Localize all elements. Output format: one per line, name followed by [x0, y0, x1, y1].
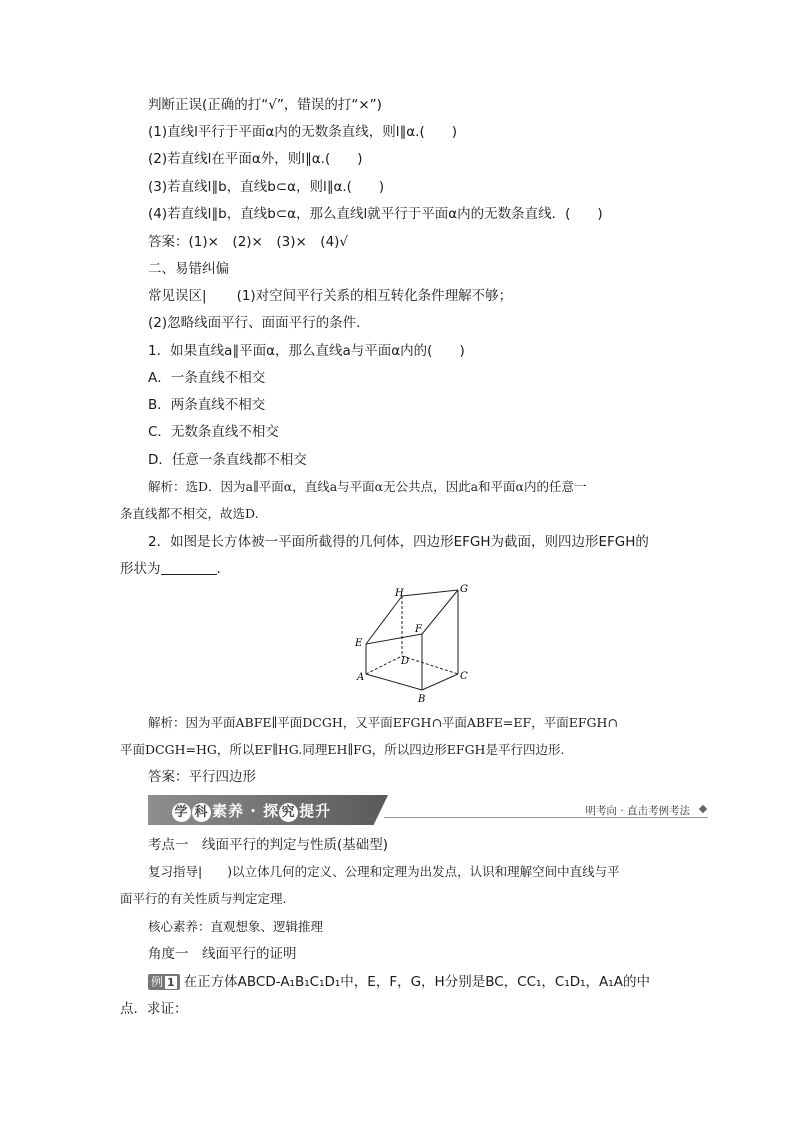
- edge-AB: [366, 674, 422, 690]
- label-D: D: [401, 656, 410, 667]
- label-A: A: [357, 672, 365, 683]
- banner-title-mid: 素养 · 探: [212, 802, 280, 820]
- judge-item-1: (1)直线l平行于平面α内的无数条直线，则l∥α.( ): [148, 124, 457, 140]
- edge-GF: [422, 590, 458, 634]
- section-banner: [148, 795, 708, 825]
- judge-item-2: (2)若直线l在平面α外，则l∥α.( ): [148, 151, 363, 167]
- q2-analysis-2: 平面DCGH=HG，所以EF∥HG.同理EH∥FG，所以四边形EFGH是平行四边形.: [120, 742, 565, 757]
- banner-char-1: 学: [172, 803, 191, 822]
- label-H: H: [395, 588, 404, 599]
- common-error-2: (2)忽略线面平行、面面平行的条件．: [148, 315, 370, 331]
- answer-blank: [161, 561, 217, 575]
- banner-title-end: 提升: [299, 802, 332, 820]
- section-title: 二、易错纠偏: [148, 261, 229, 277]
- banner-hint: 明考向 · 直击考例考法: [585, 805, 690, 817]
- q2-stem-2: [120, 560, 230, 578]
- q1-analysis-2: 条直线都不相交，故选D.: [120, 506, 259, 521]
- review-guide-2: 面平行的有关性质与判定定理.: [120, 891, 287, 906]
- example-1: [148, 973, 650, 991]
- common-errors-label: 常见误区|: [148, 288, 207, 304]
- label-F: F: [415, 624, 422, 635]
- cuboid-figure: [350, 582, 480, 707]
- diamond-icon: [699, 805, 707, 813]
- angle-title: 角度一 线面平行的证明: [148, 946, 297, 962]
- edge-DC: [402, 656, 458, 674]
- judge-heading: 判断正误(正确的打“√”，错误的打“×”): [148, 97, 382, 113]
- q1-analysis-1: 解析：选D．因为a∥平面α，直线a与平面α无公共点，因此a和平面α内的任意一: [148, 479, 587, 494]
- q2-stem-1: 2．如图是长方体被一平面所截得的几何体，四边形EFGH为截面，则四边形EFGH的: [148, 534, 649, 550]
- example-badge-label: 例: [151, 975, 164, 989]
- q1-option-a: A．一条直线不相交: [148, 370, 266, 386]
- banner-char-3: 究: [279, 803, 298, 822]
- judge-answer: 答案：(1)× (2)× (3)× (4)√: [148, 234, 349, 250]
- edge-HG: [402, 590, 458, 596]
- q1-option-c: C．无数条直线不相交: [148, 424, 279, 440]
- judge-item-3: (3)若直线l∥b，直线b⊂α，则l∥α.( ): [148, 179, 385, 195]
- q2-analysis-1: 解析：因为平面ABFE∥平面DCGH，又平面EFGH∩平面ABFE=EF，平面EFGH∩: [148, 715, 618, 730]
- label-G: G: [460, 584, 468, 595]
- label-B: B: [418, 694, 426, 705]
- example-text-2: 点．求证：: [120, 1001, 188, 1017]
- edge-BC: [422, 674, 458, 690]
- judge-item-4: (4)若直线l∥b，直线b⊂α，那么直线l就平行于平面α内的无数条直线．( ): [148, 206, 603, 222]
- q1-option-b: B．两条直线不相交: [148, 397, 266, 413]
- q1-option-d: D．任意一条直线都不相交: [148, 452, 307, 468]
- edge-FE: [366, 634, 422, 644]
- common-error-1: (1)对空间平行关系的相互转化条件理解不够；: [236, 288, 513, 304]
- q1-stem: 1．如果直线a∥平面α，那么直线a与平面α内的( ): [148, 343, 465, 359]
- label-E: E: [355, 638, 363, 649]
- common-errors: [148, 287, 512, 305]
- kaodian-title: 考点一 线面平行的判定与性质(基础型): [148, 837, 389, 853]
- review-guide-1: 复习指导| )以立体几何的定义、公理和定理为出发点，认识和理解空间中直线与平: [148, 864, 620, 879]
- example-badge: [148, 974, 180, 990]
- edge-EH: [366, 596, 402, 644]
- edge-AD: [366, 656, 402, 674]
- q2-stem-2-prefix: 形状为: [120, 561, 161, 577]
- banner-title: [172, 800, 331, 822]
- example-badge-num: 1: [167, 976, 175, 989]
- banner-char-2: 科: [192, 803, 211, 822]
- q2-stem-2-suffix: ．: [216, 561, 230, 577]
- label-C: C: [460, 671, 468, 682]
- q2-answer: 答案：平行四边形: [148, 769, 256, 785]
- example-text-1: 在正方体ABCD-A₁B₁C₁D₁中，E，F，G，H分别是BC，CC₁，C₁D₁，A₁A的中: [183, 974, 650, 990]
- core-literacy: 核心素养：直观想象、逻辑推理: [148, 919, 324, 934]
